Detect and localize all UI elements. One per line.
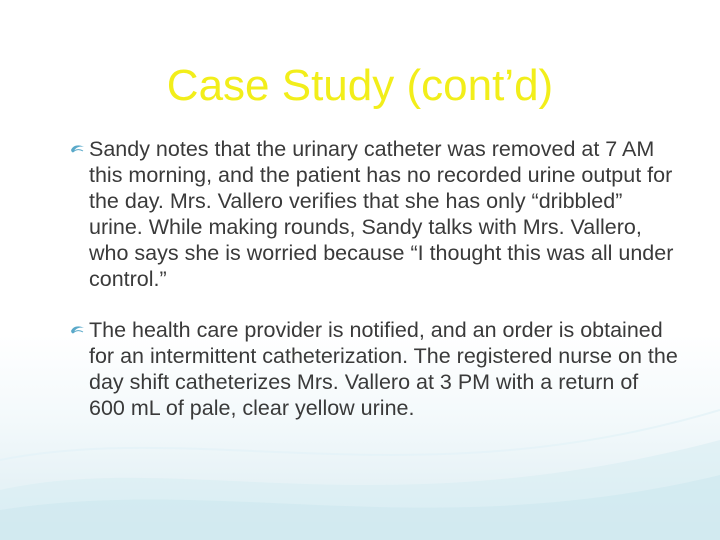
bullet-text: Sandy notes that the urinary catheter was removed at 7 AM this morning, and the patient has no recorded urine output for the day. Mrs. Vallero verifies that she has only “dribbled” urine. While making rounds, Sandy talks with Mrs. Vallero, who says she is worried because “I thought this was all under control.” — [89, 137, 674, 291]
bullet-item — [70, 136, 680, 292]
bullet-item — [70, 317, 680, 421]
flourish-bullet-icon — [70, 143, 85, 155]
flourish-bullet-icon — [70, 324, 85, 336]
slide-title: Case Study (cont’d) — [166, 61, 554, 110]
bullet-text: The health care provider is notified, and an order is obtained for an intermittent catheterization. The registered nurse on the day shift catheterizes Mrs. Vallero at 3 PM with a return of 600 mL of pale, clear yellow urine. — [89, 318, 678, 420]
bullet-list — [70, 136, 680, 446]
